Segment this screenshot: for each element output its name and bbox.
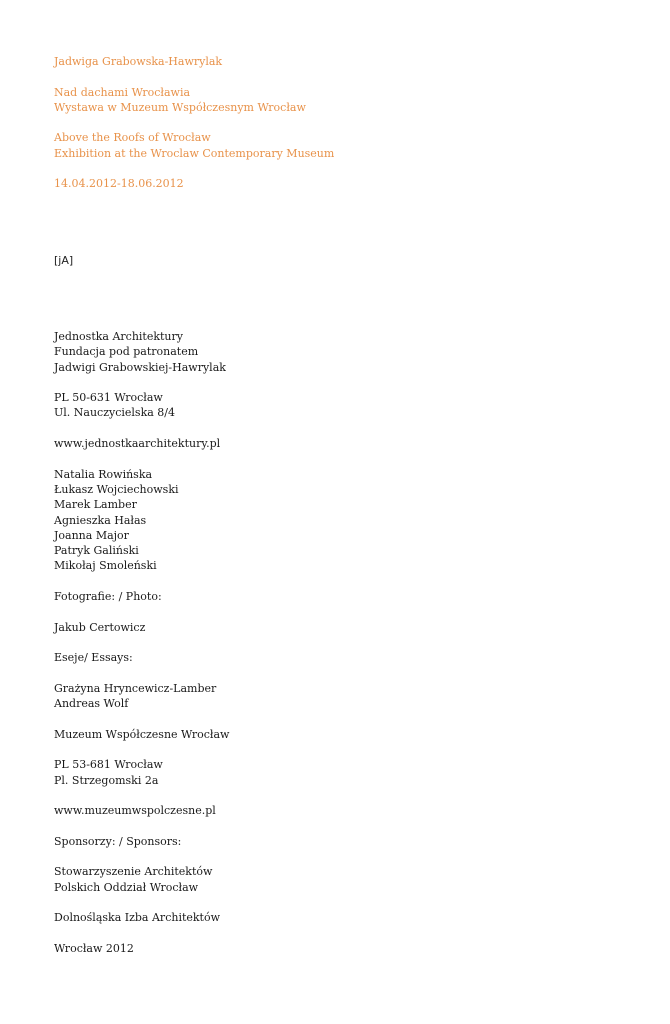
organization-line: Fundacja pod patronatem [54,345,199,359]
essay-authors [54,681,634,712]
sponsors-label: Sponsorzy: / Sponsors: [54,834,182,848]
address-line: PL 50-631 Wrocław [54,391,163,405]
organization-line: Jadwigi Grabowskiej-Hawrylak [54,360,226,374]
team-member: Patryk Galiński [54,544,139,558]
sponsors-label-block [54,834,634,849]
museum-website-block [54,803,634,818]
museum-name: Muzeum Współczesne Wrocław [54,727,230,741]
organization-website: www.jednostkaarchitektury.pl [54,437,221,451]
polish-title: Nad dachami Wrocławia [54,85,191,99]
sponsor-line: Stowarzyszenie Architektów [54,865,213,879]
author-block [54,54,634,69]
organization-address [54,390,634,421]
english-title-block [54,130,634,161]
sponsor-line: Dolnośląska Izba Architektów [54,911,221,925]
organization-website-block [54,436,634,451]
photographer-block [54,620,634,635]
english-title: Above the Roofs of Wrocław [54,131,211,145]
english-subtitle: Exhibition at the Wroclaw Contemporary Museum [54,146,335,160]
museum-address [54,757,634,788]
essay-author: Grażyna Hryncewicz-Lamber [54,681,217,695]
organization-block [54,329,634,375]
team-member: Agnieszka Hałas [54,513,147,527]
photographer-name: Jakub Certowicz [54,620,146,634]
sponsor-block [54,910,634,925]
address-line: Ul. Nauczycielska 8/4 [54,406,175,420]
team-list [54,467,634,574]
address-line: PL 53-681 Wrocław [54,758,163,772]
essays-label-block [54,650,634,665]
address-line: Pl. Strzegomski 2a [54,773,159,787]
museum-website: www.muzeumwspolczesne.pl [54,804,216,818]
organization-line: Jednostka Architektury [54,329,183,343]
team-member: Mikołaj Smoleński [54,559,157,573]
team-member: Marek Lamber [54,498,137,512]
polish-title-block [54,85,634,116]
place-and-year: Wrocław 2012 [54,941,134,955]
exhibition-header [54,54,634,192]
sponsor-block [54,864,634,895]
colophon-page [54,54,634,971]
exhibition-dates: 14.04.2012-18.06.2012 [54,177,184,191]
museum-name-block [54,727,634,742]
team-member: Natalia Rowińska [54,467,153,481]
sponsor-line: Polskich Oddział Wrocław [54,880,199,894]
team-member: Joanna Major [54,528,129,542]
essays-label: Eseje/ Essays: [54,651,133,665]
footer-block [54,941,634,956]
dates-block [54,176,634,191]
polish-subtitle: Wystawa w Muzeum Współczesnym Wrocław [54,100,306,114]
essay-author: Andreas Wolf [54,697,129,711]
credits [54,329,634,956]
author-name: Jadwiga Grabowska-Hawrylak [54,55,223,68]
ja-logo: [jA] [54,253,74,267]
team-member: Łukasz Wojciechowski [54,482,179,496]
photo-label-block [54,589,634,604]
photo-label: Fotografie: / Photo: [54,590,162,604]
